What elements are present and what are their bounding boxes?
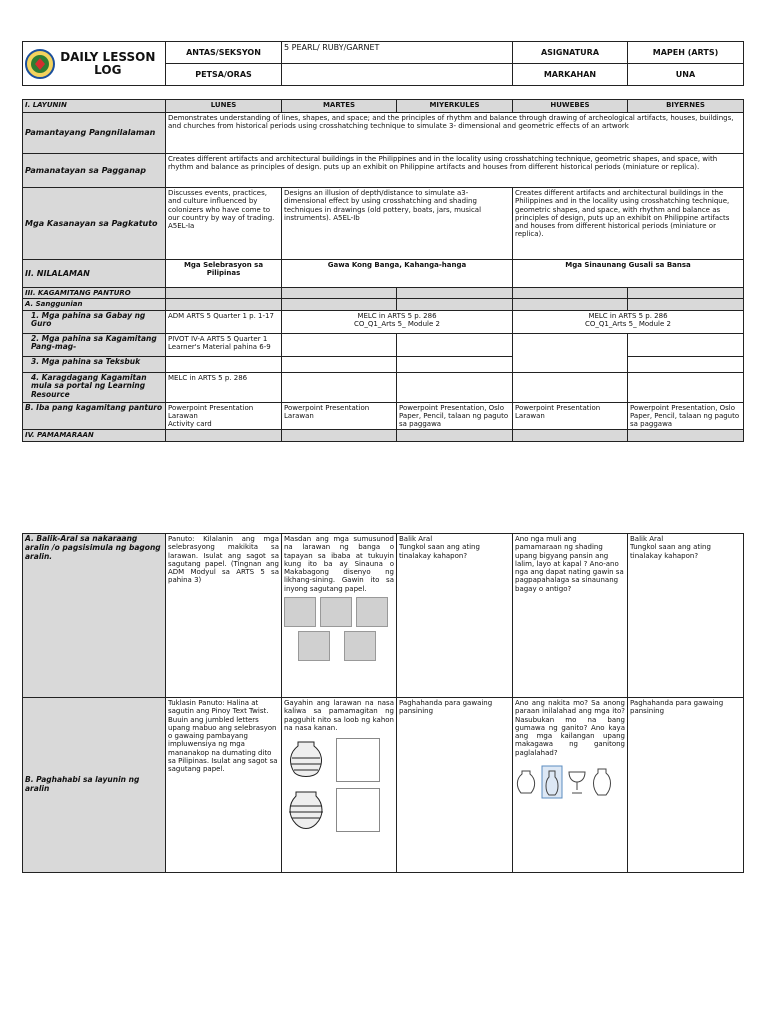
day-martes: MARTES <box>282 100 397 113</box>
paghahabi-label: B. Paghahabi sa layunin ng aralin <box>23 698 166 873</box>
pagganap-label: Pamanatayan sa Pagganap <box>23 154 166 188</box>
asignatura-label: ASIGNATURA <box>513 42 628 64</box>
balik-aral-martes: Masdan ang mga sumusunod na larawan ng banga o tapayan sa ibaba at tukuyin kung ito ba ay Sinauna o Makabagong disenyo ng likhang-sining. Gawin ito sa inyong sagutang papel. <box>284 535 394 593</box>
kagamitan-pang-mag-lunes: PIVOT IV-A ARTS 5 Quarter 1 Learner's Material pahina 6-9 <box>166 333 282 356</box>
balik-aral-lunes: Panuto: Kilalanin ang mga selebrasyong makikita sa larawan. Isulat ang sagot sa sagutang papel. (Tingnan ang ADM Modyul sa ARTS 5 sa pahina 3) <box>166 534 282 698</box>
kasanayan-lunes: Discusses events, practices, and culture influenced by colonizers who have come to our country by way of trading. A5EL-Ia <box>166 188 282 260</box>
iba-miyerkules: Powerpoint Presentation, Oslo Paper, Pencil, talaan ng paguto sa paggawa <box>397 402 513 430</box>
iba-lunes: Powerpoint Presentation Larawan Activity card <box>166 402 282 430</box>
header-table <box>22 41 744 86</box>
balik-aral-biyernes: Balik Aral Tungkol saan ang ating tinalakay kahapon? <box>628 534 744 698</box>
title-line1: DAILY LESSON <box>60 49 156 64</box>
jar-drawing-icon <box>284 738 328 782</box>
kasanayan-huwebes: Creates different artifacts and architectural buildings in the Philippines and in the locality using crosshatching technique, geometric shapes, and space, with rhythm and balance as principles of design, puts up an exhibit on Philippine artifacts and houses from different historical periods (miniature or replica). <box>513 188 744 260</box>
jar-image <box>284 597 316 627</box>
balik-aral-martes-cell <box>282 534 397 698</box>
paghahabi-huwebes: Ano ang nakita mo? Sa anong paraan inilalahad ang mga ito? Nasubukan mo na bang gumawa ng ganito? Ano kaya ang mga kailangan upang makagawa ng ganitong paglalahad? <box>515 699 625 757</box>
sanggunian-heading: A. Sanggunian <box>23 299 166 310</box>
lesson-table-bottom <box>22 533 744 873</box>
jar-image <box>356 597 388 627</box>
asignatura-value: MAPEH (ARTS) <box>628 42 744 64</box>
paghahabi-huwebes-cell <box>513 698 628 873</box>
jar-image <box>320 597 352 627</box>
deped-seal-icon <box>25 49 55 79</box>
iba-biyernes: Powerpoint Presentation, Oslo Paper, Pencil, talaan ng paguto sa paggawa <box>628 402 744 430</box>
day-miyerkules: MIYERKULES <box>397 100 513 113</box>
iba-martes: Powerpoint Presentation Larawan <box>282 402 397 430</box>
nilalaman-huwebes: Mga Sinaunang Gusali sa Bansa <box>513 260 744 288</box>
gabay-martes: MELC in ARTS 5 p. 286 CO_Q1_Arts 5_ Module 2 <box>282 310 513 333</box>
drawing-box <box>336 788 380 832</box>
petsa-value <box>282 64 513 86</box>
day-biyernes: BIYERNES <box>628 100 744 113</box>
markahan-label: MARKAHAN <box>513 64 628 86</box>
petsa-label: PETSA/ORAS <box>166 64 282 86</box>
pangnilalaman-text: Demonstrates understanding of lines, shapes, and space; and the principles of rhythm and balance through drawing of archeological artifacts, houses, buildings, and churches from historical periods using crosshatching technique to simulate 3- dimensional and geometric effects of an artwork <box>166 113 744 154</box>
gabay-lunes: ADM ARTS 5 Quarter 1 p. 1-17 <box>166 310 282 333</box>
jar-images-row-1 <box>284 597 394 627</box>
paghahabi-miyerkules: Paghahanda para gawaing pansining <box>397 698 513 873</box>
jar-image <box>298 631 330 661</box>
nilalaman-martes: Gawa Kong Banga, Kahanga-hanga <box>282 260 513 288</box>
title-line2: LOG <box>94 62 122 77</box>
jar-icon <box>591 767 613 797</box>
layunin-heading: I. LAYUNIN <box>23 100 166 113</box>
jar-copy-grid <box>284 738 394 832</box>
kagamitan-heading: III. KAGAMITANG PANTURO <box>23 288 166 299</box>
goblet-icon <box>567 769 587 795</box>
artifact-images-row <box>515 765 625 799</box>
jar-images-row-2 <box>284 631 394 661</box>
karagdagang-lunes: MELC in ARTS 5 p. 286 <box>166 372 282 402</box>
balik-aral-label: A. Balik-Aral sa nakaraang aralin /o pagsisimula ng bagong aralin. <box>23 534 166 698</box>
paghahabi-martes: Gayahin ang larawan na nasa kaliwa sa pamamagitan ng pagguhit nito sa loob ng kahon na nasa kanan. <box>284 699 394 732</box>
kasanayan-label: Mga Kasanayan sa Pagkatuto <box>23 188 166 260</box>
iba-label: B. Iba pang kagamitang panturo <box>23 402 166 430</box>
teksbuk-label: 3. Mga pahina sa Teksbuk <box>23 356 166 372</box>
antas-value: 5 PEARL/ RUBY/GARNET <box>282 42 513 64</box>
lesson-table-top <box>22 99 744 442</box>
drawing-box <box>336 738 380 782</box>
karagdagang-label: 4. Karagdagang Kagamitan mula sa portal ng Learning Resource <box>23 372 166 402</box>
kagamitan-pang-mag-label: 2. Mga pahina sa Kagamitang Pang-mag- <box>23 333 166 356</box>
balik-aral-miyerkules: Balik Aral Tungkol saan ang ating tinalakay kahapon? <box>397 534 513 698</box>
nilalaman-lunes: Mga Selebrasyon sa Pilipinas <box>166 260 282 288</box>
paghahabi-martes-cell <box>282 698 397 873</box>
pangnilalaman-label: Pamantayang Pangnilalaman <box>23 113 166 154</box>
iba-huwebes: Powerpoint Presentation Larawan <box>513 402 628 430</box>
balik-aral-huwebes: Ano nga muli ang pamamaraan ng shading upang bigyang pansin ang lalim, layo at kapal ? Ano-ano nga ang dapat nating gawin sa pagpapahalaga sa sinaunang bagay o antigo? <box>513 534 628 698</box>
jar-image <box>344 631 376 661</box>
nilalaman-label: II. NILALAMAN <box>23 260 166 288</box>
vase-icon <box>515 769 537 795</box>
pamamaraan-heading: IV. PAMAMARAAN <box>23 430 166 441</box>
paghahabi-biyernes: Paghahanda para gawaing pansining <box>628 698 744 873</box>
pagganap-text: Creates different artifacts and architectural buildings in the Philippines and in the locality using crosshatching technique, geometric shapes, and space, with rhythm and balance as principles of design. puts up an exhibit on Philippine artifacts and houses from different historical periods (miniature or replica). <box>166 154 744 188</box>
gabay-huwebes: MELC in ARTS 5 p. 286 CO_Q1_Arts 5_ Module 2 <box>513 310 744 333</box>
header-title-cell <box>23 42 166 86</box>
kasanayan-martes: Designs an illusion of depth/distance to simulate a3-dimensional effect by using crosshatching and shading techniques in drawings (old pottery, boats, jars, musical instruments). A5EL-Ib <box>282 188 513 260</box>
bottle-icon <box>541 765 563 799</box>
jar-drawing-icon <box>284 788 328 832</box>
antas-label: ANTAS/SEKSYON <box>166 42 282 64</box>
day-huwebes: HUWEBES <box>513 100 628 113</box>
gabay-label: 1. Mga pahina sa Gabay ng Guro <box>23 310 166 333</box>
paghahabi-lunes: Tuklasin Panuto: Halina at sagutin ang Pinoy Text Twist. Buuin ang jumbled letters upang mabuo ang selebrasyon o gawaing pambayang impluwensiya ng mga mananakop na dumating dito sa Pilipinas. Isulat ang sagot sa sagutang papel. <box>166 698 282 873</box>
markahan-value: UNA <box>628 64 744 86</box>
day-lunes: LUNES <box>166 100 282 113</box>
